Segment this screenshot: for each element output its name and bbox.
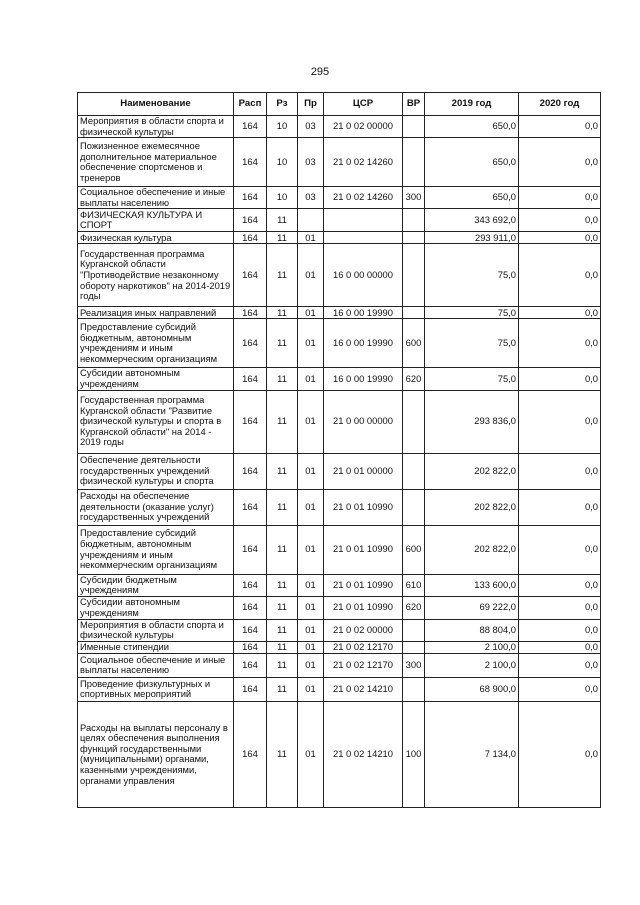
row-amount-2020: 0,0 — [519, 368, 601, 390]
row-amount-2019: 293 836,0 — [425, 390, 519, 453]
table-row — [78, 319, 601, 368]
row-pr: 03 — [298, 187, 324, 209]
row-pr: 01 — [298, 574, 324, 596]
row-name: Расходы на обеспечение деятельности (оказание услуг) государственных учреждений — [78, 489, 234, 525]
row-pr: 01 — [298, 232, 324, 244]
row-vr: 610 — [403, 574, 425, 596]
row-vr — [403, 619, 425, 641]
row-amount-2019: 133 600,0 — [425, 574, 519, 596]
column-header-vr: ВР — [403, 93, 425, 116]
table-row — [78, 116, 601, 138]
table-row — [78, 653, 601, 677]
row-rasp: 164 — [234, 368, 267, 390]
row-amount-2019: 75,0 — [425, 307, 519, 319]
row-name: Реализация иных направлений — [78, 307, 234, 319]
row-amount-2019: 650,0 — [425, 138, 519, 187]
row-amount-2020: 0,0 — [519, 319, 601, 368]
row-rz: 11 — [267, 525, 298, 574]
row-vr — [403, 232, 425, 244]
row-amount-2020: 0,0 — [519, 489, 601, 525]
row-pr: 01 — [298, 701, 324, 807]
row-vr: 620 — [403, 596, 425, 619]
row-amount-2019: 650,0 — [425, 187, 519, 209]
row-amount-2020: 0,0 — [519, 453, 601, 489]
table-row — [78, 453, 601, 489]
row-rz: 11 — [267, 596, 298, 619]
row-amount-2020: 0,0 — [519, 701, 601, 807]
row-rasp: 164 — [234, 319, 267, 368]
row-name: Физическая культура — [78, 232, 234, 244]
row-amount-2020: 0,0 — [519, 232, 601, 244]
row-pr: 01 — [298, 319, 324, 368]
row-rz: 11 — [267, 574, 298, 596]
row-csr: 21 0 02 00000 — [324, 116, 403, 138]
row-rz: 11 — [267, 453, 298, 489]
row-amount-2019: 88 804,0 — [425, 619, 519, 641]
row-csr: 21 0 02 14260 — [324, 138, 403, 187]
row-csr — [324, 209, 403, 232]
row-rz: 11 — [267, 209, 298, 232]
row-name: Мероприятия в области спорта и физической культуры — [78, 116, 234, 138]
row-pr: 01 — [298, 307, 324, 319]
row-amount-2020: 0,0 — [519, 596, 601, 619]
row-csr: 21 0 02 12170 — [324, 653, 403, 677]
row-rz: 11 — [267, 232, 298, 244]
row-pr: 01 — [298, 489, 324, 525]
row-pr: 01 — [298, 390, 324, 453]
row-rasp: 164 — [234, 574, 267, 596]
row-csr: 21 0 01 00000 — [324, 453, 403, 489]
page-number: 295 — [310, 66, 330, 78]
row-name: Субсидии автономным учреждениям — [78, 368, 234, 390]
row-vr — [403, 453, 425, 489]
row-rasp: 164 — [234, 307, 267, 319]
row-vr: 300 — [403, 187, 425, 209]
row-amount-2019: 202 822,0 — [425, 453, 519, 489]
row-name: Обеспечение деятельности государственных учреждений физической культуры и спорта — [78, 453, 234, 489]
row-rz: 11 — [267, 641, 298, 653]
row-csr: 21 0 01 10990 — [324, 489, 403, 525]
row-amount-2019: 75,0 — [425, 319, 519, 368]
row-vr: 600 — [403, 319, 425, 368]
row-amount-2020: 0,0 — [519, 653, 601, 677]
row-rasp: 164 — [234, 641, 267, 653]
row-csr: 21 0 01 10990 — [324, 596, 403, 619]
row-csr: 21 0 01 10990 — [324, 525, 403, 574]
table-row — [78, 187, 601, 209]
row-rasp: 164 — [234, 244, 267, 307]
column-header-2019: 2019 год — [425, 93, 519, 116]
row-amount-2019: 293 911,0 — [425, 232, 519, 244]
row-pr: 03 — [298, 138, 324, 187]
row-rasp: 164 — [234, 525, 267, 574]
table-row — [78, 701, 601, 807]
row-name: Расходы на выплаты персоналу в целях обеспечения выполнения функций государственными (муниципальными) органами, казенными учреждениями, органами управления — [78, 701, 234, 807]
row-rasp: 164 — [234, 596, 267, 619]
column-header-name: Наименование — [78, 93, 234, 116]
row-amount-2019: 2 100,0 — [425, 653, 519, 677]
row-vr — [403, 641, 425, 653]
row-amount-2019: 75,0 — [425, 244, 519, 307]
row-name: Субсидии бюджетным учреждениям — [78, 574, 234, 596]
column-header-rz: Рз — [267, 93, 298, 116]
row-vr — [403, 244, 425, 307]
table-row — [78, 390, 601, 453]
row-name: Предоставление субсидий бюджетным, автономным учреждениям и иным некоммерческим организациям — [78, 319, 234, 368]
row-vr — [403, 677, 425, 701]
row-pr: 01 — [298, 244, 324, 307]
row-amount-2019: 202 822,0 — [425, 525, 519, 574]
row-rz: 10 — [267, 116, 298, 138]
row-csr: 21 0 02 12170 — [324, 641, 403, 653]
row-rasp: 164 — [234, 187, 267, 209]
row-csr: 16 0 00 19990 — [324, 319, 403, 368]
table-row — [78, 209, 601, 232]
row-name: Социальное обеспечение и иные выплаты населению — [78, 653, 234, 677]
row-amount-2019: 202 822,0 — [425, 489, 519, 525]
row-pr: 01 — [298, 653, 324, 677]
column-header-csr: ЦСР — [324, 93, 403, 116]
row-vr — [403, 209, 425, 232]
table-row — [78, 677, 601, 701]
table-row — [78, 244, 601, 307]
table-row — [78, 525, 601, 574]
row-rasp: 164 — [234, 489, 267, 525]
row-amount-2020: 0,0 — [519, 525, 601, 574]
row-pr: 01 — [298, 677, 324, 701]
row-rz: 10 — [267, 138, 298, 187]
row-vr — [403, 138, 425, 187]
row-rz: 11 — [267, 677, 298, 701]
row-rasp: 164 — [234, 390, 267, 453]
table-header-row — [78, 93, 601, 116]
row-name: Проведение физкультурных и спортивных мероприятий — [78, 677, 234, 701]
row-vr — [403, 116, 425, 138]
table-row — [78, 307, 601, 319]
row-amount-2019: 69 222,0 — [425, 596, 519, 619]
row-amount-2020: 0,0 — [519, 138, 601, 187]
column-header-rasp: Расп — [234, 93, 267, 116]
row-vr: 600 — [403, 525, 425, 574]
row-name: Государственная программа Курганской области "Противодействие незаконному обороту наркотиков" на 2014-2019 годы — [78, 244, 234, 307]
row-name: Субсидии автономным учреждениям — [78, 596, 234, 619]
table-row — [78, 596, 601, 619]
row-csr: 21 0 02 14260 — [324, 187, 403, 209]
row-csr — [324, 232, 403, 244]
row-rasp: 164 — [234, 209, 267, 232]
table-row — [78, 619, 601, 641]
row-name: Пожизненное ежемесячное дополнительное материальное обеспечение спортсменов и тренеров — [78, 138, 234, 187]
row-amount-2020: 0,0 — [519, 209, 601, 232]
row-name: Государственная программа Курганской области "Развитие физической культуры и спорта в Курганской области" на 2014 - 2019 годы — [78, 390, 234, 453]
row-rasp: 164 — [234, 619, 267, 641]
row-pr: 01 — [298, 525, 324, 574]
row-rz: 11 — [267, 489, 298, 525]
table-row — [78, 368, 601, 390]
row-rz: 11 — [267, 653, 298, 677]
row-name: Социальное обеспечение и иные выплаты населению — [78, 187, 234, 209]
row-amount-2020: 0,0 — [519, 390, 601, 453]
row-amount-2020: 0,0 — [519, 677, 601, 701]
row-vr: 620 — [403, 368, 425, 390]
row-amount-2020: 0,0 — [519, 244, 601, 307]
row-rz: 11 — [267, 244, 298, 307]
row-amount-2019: 7 134,0 — [425, 701, 519, 807]
column-header-pr: Пр — [298, 93, 324, 116]
row-rasp: 164 — [234, 116, 267, 138]
row-vr — [403, 489, 425, 525]
row-amount-2020: 0,0 — [519, 116, 601, 138]
row-amount-2019: 68 900,0 — [425, 677, 519, 701]
row-amount-2020: 0,0 — [519, 641, 601, 653]
row-rasp: 164 — [234, 232, 267, 244]
row-pr: 01 — [298, 641, 324, 653]
table-row — [78, 138, 601, 187]
row-csr: 21 0 02 00000 — [324, 619, 403, 641]
row-pr: 01 — [298, 596, 324, 619]
row-csr: 21 0 02 14210 — [324, 677, 403, 701]
column-header-2020: 2020 год — [519, 93, 601, 116]
row-pr: 01 — [298, 453, 324, 489]
row-rz: 11 — [267, 701, 298, 807]
row-vr: 300 — [403, 653, 425, 677]
row-pr — [298, 209, 324, 232]
table-row — [78, 574, 601, 596]
row-vr — [403, 390, 425, 453]
row-rz: 11 — [267, 619, 298, 641]
row-rz: 11 — [267, 390, 298, 453]
row-csr: 21 0 00 00000 — [324, 390, 403, 453]
row-amount-2019: 650,0 — [425, 116, 519, 138]
row-name: Мероприятия в области спорта и физической культуры — [78, 619, 234, 641]
row-rasp: 164 — [234, 677, 267, 701]
row-pr: 01 — [298, 368, 324, 390]
row-amount-2020: 0,0 — [519, 187, 601, 209]
row-csr: 21 0 02 14210 — [324, 701, 403, 807]
row-vr: 100 — [403, 701, 425, 807]
row-csr: 21 0 01 10990 — [324, 574, 403, 596]
row-name: Именные стипендии — [78, 641, 234, 653]
row-vr — [403, 307, 425, 319]
row-name: Предоставление субсидий бюджетным, автономным учреждениям и иным некоммерческим организациям — [78, 525, 234, 574]
row-amount-2020: 0,0 — [519, 619, 601, 641]
row-rz: 11 — [267, 319, 298, 368]
row-rasp: 164 — [234, 701, 267, 807]
row-amount-2019: 2 100,0 — [425, 641, 519, 653]
row-csr: 16 0 00 19990 — [324, 368, 403, 390]
row-rasp: 164 — [234, 453, 267, 489]
row-rz: 11 — [267, 307, 298, 319]
row-pr: 01 — [298, 619, 324, 641]
row-pr: 03 — [298, 116, 324, 138]
row-amount-2020: 0,0 — [519, 307, 601, 319]
table-row — [78, 232, 601, 244]
budget-table — [77, 92, 601, 808]
row-rz: 10 — [267, 187, 298, 209]
row-rasp: 164 — [234, 138, 267, 187]
table-row — [78, 489, 601, 525]
row-rasp: 164 — [234, 653, 267, 677]
row-csr: 16 0 00 19990 — [324, 307, 403, 319]
row-csr: 16 0 00 00000 — [324, 244, 403, 307]
row-amount-2019: 75,0 — [425, 368, 519, 390]
table-row — [78, 641, 601, 653]
row-amount-2020: 0,0 — [519, 574, 601, 596]
row-name: ФИЗИЧЕСКАЯ КУЛЬТУРА И СПОРТ — [78, 209, 234, 232]
row-rz: 11 — [267, 368, 298, 390]
row-amount-2019: 343 692,0 — [425, 209, 519, 232]
